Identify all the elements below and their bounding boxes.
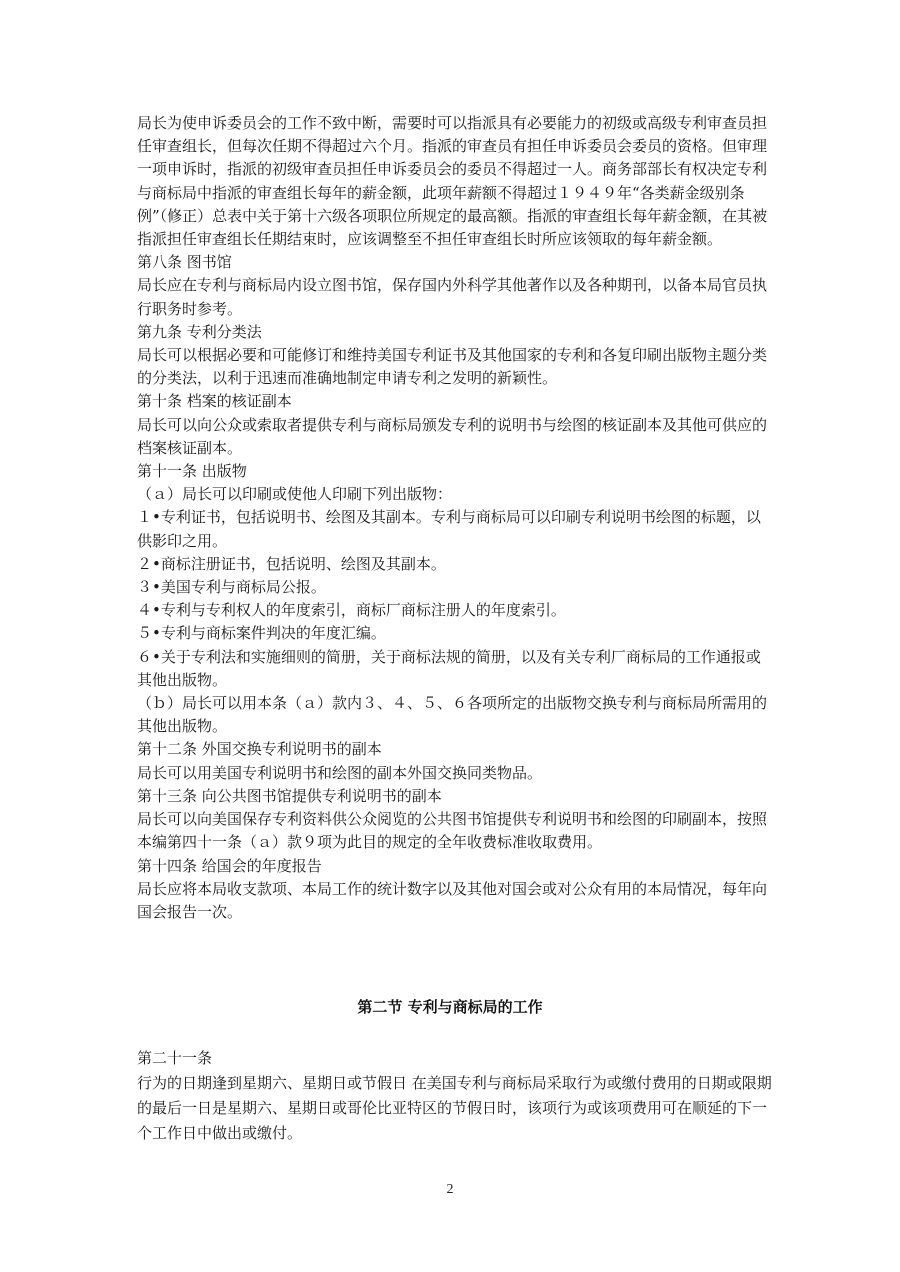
paragraph: 行为的日期逢到星期六、星期日或节假日 在美国专利与商标局采取行为或缴付费用的日期或限期的最后一日是星期六、星期日或哥伦比亚特区的节假日时，该项行为或该项费用可在顺延的下一个工作日中做出或缴付。 — [137, 1074, 772, 1142]
list-item: ３•美国专利与商标局公报。 — [137, 578, 326, 597]
article-heading: 第十四条 给国会的年度报告 — [137, 856, 322, 875]
list-item: ５•专利与商标案件判决的年度汇编。 — [137, 624, 386, 643]
article-heading: 第十二条 外国交换专利说明书的副本 — [137, 740, 382, 759]
list-item: １•专利证书，包括说明书、绘图及其副本。专利与商标局可以印刷专利说明书绘图的标题，以供影印之用。 — [137, 508, 761, 550]
article-heading: 第九条 专利分类法 — [137, 322, 262, 341]
paragraph: 局长可以向美国保存专利资料供公众阅览的公共图书馆提供专利说明书和绘图的印刷副本，按照本编第四十一条（ａ）款９项为此目的规定的全年收费标准收取费用。 — [137, 810, 768, 852]
section-title: 第二节 专利与商标局的工作 — [357, 998, 543, 1016]
paragraph: 局长可以向公众或索取者提供专利与商标局颁发专利的说明书与绘图的核证副本及其他可供应的档案核证副本。 — [137, 415, 768, 457]
paragraph: 局长可以用美国专利说明书和绘图的副本外国交换同类物品。 — [137, 763, 543, 782]
body-text-2 — [137, 1046, 777, 1146]
article-heading: 第十条 档案的核证副本 — [137, 392, 292, 411]
list-item: ２•商标注册证书，包括说明、绘图及其副本。 — [137, 554, 446, 573]
paragraph: 局长应在专利与商标局内设立图书馆，保存国内外科学其他著作以及各种期刊，以备本局官员执行职务时参考。 — [137, 276, 768, 318]
article-heading: 第十一条 出版物 — [137, 462, 247, 481]
article-heading: 第八条 图书馆 — [137, 253, 232, 272]
paragraph: 局长为使申诉委员会的工作不致中断，需要时可以指派具有必要能力的初级或高级专利审查员担任审查组长，但每次任期不得超过六个月。指派的审查员有担任申诉委员会委员的资格。但审理一项申诉时，指派的初级审查员担任申诉委员会的委员不得超过一人。商务部部长有权决定专利与商标局中指派的审查组长每年的薪金额，此项年薪额不得超过１９４９年“各类薪金级别条例”（修正）总表中关于第十六级各项职位所规定的最高额。指派的审查组长每年薪金额，在其被指派担任审查组长任期结束时，应该调整至不担任审查组长时所应该领取的每年薪金额。 — [137, 114, 768, 249]
paragraph: （ｂ）局长可以用本条（ａ）款内３、４、５、６各项所定的出版物交换专利与商标局所需用的其他出版物。 — [137, 694, 768, 736]
article-heading: 第十三条 向公共图书馆提供专利说明书的副本 — [137, 786, 442, 805]
paragraph: 局长应将本局收支款项、本局工作的统计数字以及其他对国会或对公众有用的本局情况，每年向国会报告一次。 — [137, 879, 768, 921]
body-text — [137, 112, 769, 924]
article-heading: 第二十一条 — [137, 1049, 213, 1067]
page-number: 2 — [446, 1182, 454, 1197]
paragraph: 局长可以根据必要和可能修订和维持美国专利证书及其他国家的专利和各复印刷出版物主题分类的分类法，以利于迅速而准确地制定申请专利之发明的新颖性。 — [137, 346, 768, 388]
list-item: ６•关于专利法和实施细则的简册，关于商标法规的简册，以及有关专利厂商标局的工作通报或其他出版物。 — [137, 647, 761, 689]
paragraph: （ａ）局长可以印刷或使他人印刷下列出版物： — [137, 485, 453, 504]
list-item: ４•专利与专利权人的年度索引，商标厂商标注册人的年度索引。 — [137, 601, 566, 620]
